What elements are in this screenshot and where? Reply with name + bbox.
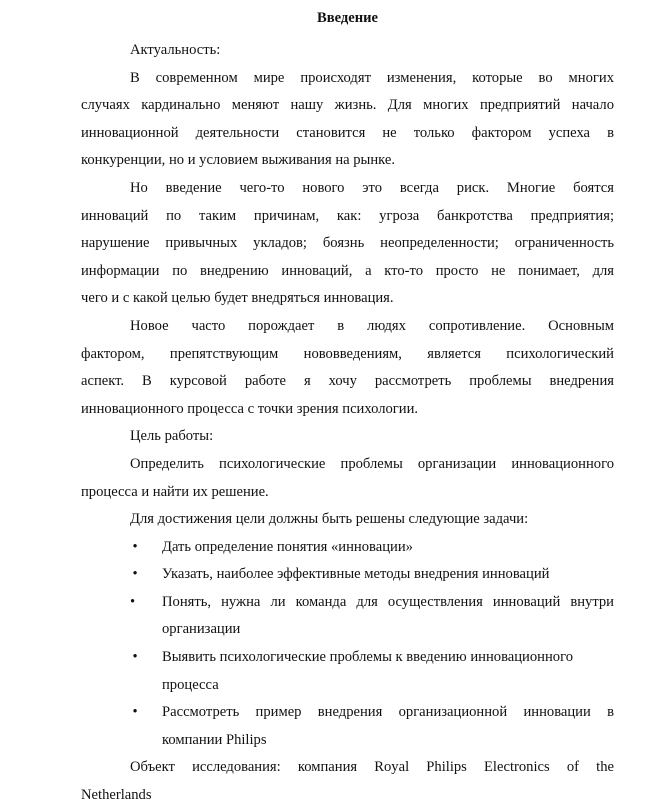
bullet-icon: •: [132, 649, 138, 666]
list-item: [81, 534, 614, 562]
page-title: Введение: [316, 10, 379, 26]
paragraph-line: аспект. В курсовой работе я хочу рассмотреть проблемы внедрения: [81, 373, 614, 390]
paragraph-line: инновационного процесса с точки зрения психологии.: [81, 400, 419, 417]
paragraph-line: процесса и найти их решение.: [81, 483, 269, 500]
list-item-text: Рассмотреть пример внедрения организационной инновации в: [162, 704, 614, 721]
bullet-icon: •: [130, 593, 136, 610]
paragraph-line: конкуренции, но и условием выживания на рынке.: [81, 152, 396, 169]
tasks-intro: Для достижения цели должны быть решены следующие задачи:: [130, 511, 529, 528]
list-item-text: организации: [162, 621, 241, 638]
relevance-label: Актуальность:: [130, 42, 221, 58]
paragraph-line: Определить психологические проблемы организации инновационного: [130, 455, 614, 472]
paragraph-risk: [81, 175, 614, 313]
paragraph-object: [81, 754, 614, 809]
bullet-icon: •: [132, 566, 138, 583]
paragraph-line: инноваций по таким причинам, как: угроза банкротства предприятия;: [81, 207, 614, 224]
paragraph-relevance: [81, 65, 614, 175]
goal-label: Цель работы:: [130, 428, 214, 445]
paragraph-line: В современном мире происходят изменения, которые во многих: [130, 69, 614, 86]
document-body: [81, 9, 614, 810]
list-item: [81, 644, 614, 699]
list-item: [81, 561, 614, 589]
paragraph-line: Netherlands: [81, 787, 152, 804]
list-item-text: компании Philips: [162, 731, 267, 748]
tasks-list: [81, 534, 614, 755]
list-item-text: процесса: [162, 676, 219, 693]
bullet-icon: •: [132, 538, 138, 555]
list-item: [81, 589, 614, 644]
paragraph-line: инновационной деятельности становится не только фактором успеха в: [81, 124, 614, 141]
paragraph-line: нарушение привычных укладов; боязнь неопределенности; ограниченность: [81, 235, 614, 252]
paragraph-line: случаях кардинально меняют нашу жизнь. Для многих предприятий начало: [81, 97, 614, 114]
paragraph-line: фактором, препятствующим нововведениям, является психологический: [81, 345, 614, 362]
paragraph-line: Объект исследования: компания Royal Philips Electronics of the: [130, 759, 614, 776]
paragraph-resistance: [81, 313, 614, 423]
paragraph-line: информации по внедрению инноваций, а кто-то просто не понимает, для: [81, 262, 614, 279]
list-item-text: Указать, наиболее эффективные методы внедрения инноваций: [162, 566, 550, 583]
paragraph-line: чего и с какой целью будет внедряться инновация.: [81, 290, 394, 307]
paragraph-goal: [81, 451, 614, 506]
list-item-text: Дать определение понятия «инновации»: [162, 538, 413, 555]
list-item-text: Понять, нужна ли команда для осуществления инноваций внутри: [162, 593, 614, 610]
bullet-icon: •: [132, 704, 138, 721]
paragraph-line: Новое часто порождает в людях сопротивление. Основным: [130, 317, 614, 334]
list-item-text: Выявить психологические проблемы к введению инновационного: [162, 649, 573, 666]
list-item: [81, 699, 614, 754]
paragraph-line: Но введение чего-то нового это всегда риск. Многие боятся: [130, 179, 614, 196]
